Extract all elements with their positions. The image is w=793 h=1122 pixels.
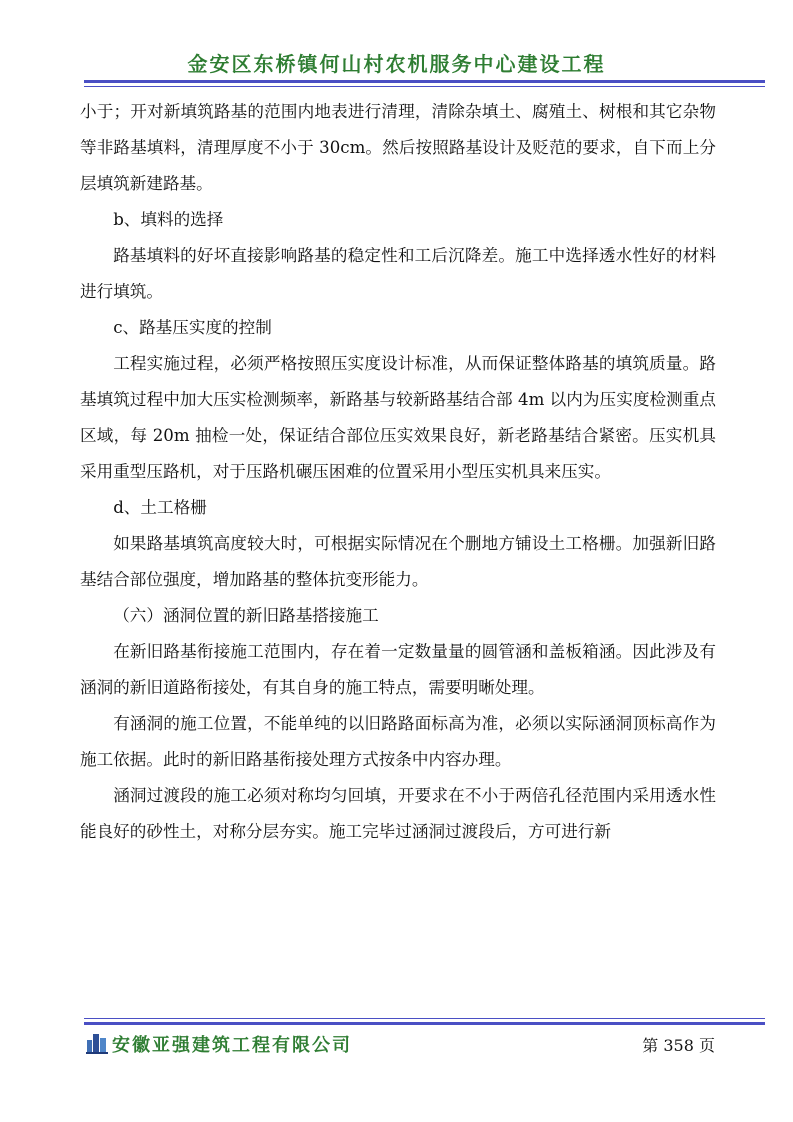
page-header-title: 金安区东桥镇何山村农机服务中心建设工程 bbox=[187, 52, 606, 76]
header-rule-thick bbox=[84, 80, 765, 83]
header-rule-thin bbox=[84, 86, 765, 87]
paragraph: 涵洞过渡段的施工必须对称均匀回填，开要求在不小于两倍孔径范围内采用透水性能良好的砂性土，对称分层夯实。施工完毕过涵洞过渡段后，方可进行新 bbox=[80, 786, 716, 841]
paragraph: 有涵洞的施工位置，不能单纯的以旧路路面标高为准，必须以实际涵洞顶标高作为施工依据。此时的新旧路基衔接处理方式按条中内容办理。 bbox=[80, 714, 716, 769]
footer-rule-thick bbox=[84, 1022, 765, 1025]
section-heading-b: b、填料的选择 bbox=[113, 210, 224, 229]
section-heading-c: c、路基压实度的控制 bbox=[113, 318, 272, 337]
page-number: 第 358 页 bbox=[642, 1036, 715, 1055]
section-heading-6: （六）涵洞位置的新旧路基搭接施工 bbox=[113, 606, 379, 625]
document-body bbox=[80, 94, 716, 850]
paragraph: 如果路基填筑高度较大时，可根据实际情况在个删地方铺设土工格栅。加强新旧路基结合部位强度，增加路基的整体抗变形能力。 bbox=[80, 534, 716, 589]
paragraph: 工程实施过程，必须严格按照压实度设计标准，从而保证整体路基的填筑质量。路基填筑过程中加大压实检测频率，新路基与较新路基结合部 4m 以内为压实度检测重点区域，每 20m 抽检一处，保证结合部位压实效果良好，新老路基结合紧密。压实机具采用重型压路机，对于压路机碾压困难的位置采用小型压实机具来压实。 bbox=[80, 354, 716, 481]
paragraph: 路基填料的好坏直接影响路基的稳定性和工后沉降差。施工中选择透水性好的材料进行填筑。 bbox=[80, 246, 716, 301]
footer-rule-thin bbox=[84, 1018, 765, 1019]
paragraph: 小于；开对新填筑路基的范围内地表进行清理，清除杂填土、腐殖土、树根和其它杂物等非路基填料，清理厚度不小于 30cm。然后按照路基设计及贬范的要求，自下而上分层填筑新建路基。 bbox=[80, 102, 716, 193]
footer-company-name: 安徽亚强建筑工程有限公司 bbox=[112, 1035, 352, 1056]
paragraph: 在新旧路基衔接施工范围内，存在着一定数量量的圆管涵和盖板箱涵。因此涉及有涵洞的新旧道路衔接处，有其自身的施工特点，需要明晰处理。 bbox=[80, 642, 716, 697]
section-heading-d: d、土工格栅 bbox=[113, 498, 207, 517]
building-logo-icon bbox=[86, 1030, 108, 1054]
